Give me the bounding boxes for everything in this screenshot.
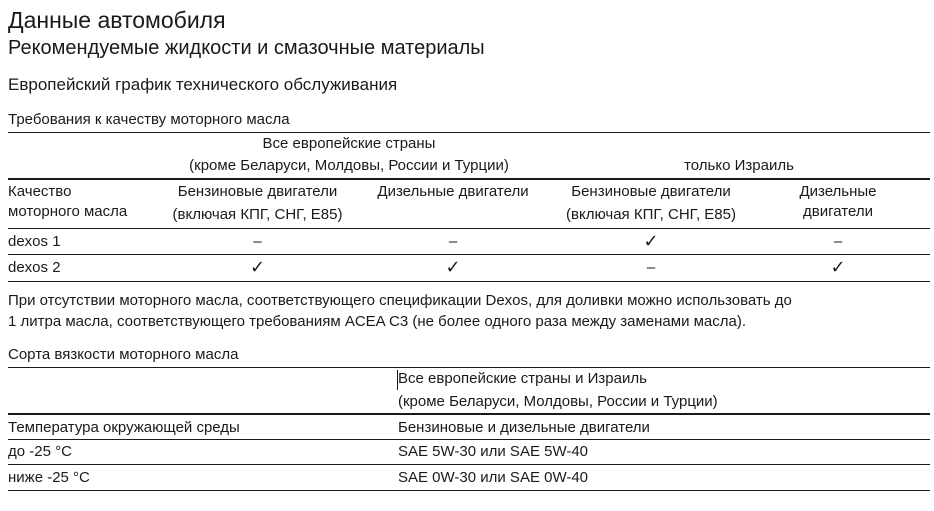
viscosity-row-grade: SAE 0W-30 или SAE 0W-40 bbox=[398, 469, 589, 486]
divider bbox=[8, 254, 930, 255]
group-europe-line2: (кроме Беларуси, Молдовы, России и Турции) bbox=[189, 157, 509, 174]
viscosity-caption: Сорта вязкости моторного масла bbox=[8, 346, 239, 363]
col-petrol-line1: Бензиновые двигатели bbox=[177, 183, 338, 200]
cell-dexos1-eu-diesel: – bbox=[448, 233, 458, 250]
col-quality-line1: Качество bbox=[8, 183, 72, 200]
group-israel: только Израиль bbox=[684, 157, 794, 174]
col-il-diesel-line1: Дизельные bbox=[799, 183, 877, 200]
divider bbox=[8, 367, 930, 368]
check-icon: ✓ bbox=[445, 257, 461, 277]
divider bbox=[8, 132, 930, 133]
oil-quality-caption: Требования к качеству моторного масла bbox=[8, 111, 290, 128]
col-il-petrol-line2: (включая КПГ, СНГ, E85) bbox=[566, 206, 736, 223]
row-label-dexos2: dexos 2 bbox=[8, 259, 61, 276]
col-temperature: Температура окружающей среды bbox=[8, 419, 240, 436]
divider bbox=[8, 178, 930, 180]
check-icon: ✓ bbox=[249, 257, 266, 277]
viscosity-row-temp: ниже -25 °C bbox=[8, 469, 90, 486]
col-diesel: Дизельные двигатели bbox=[377, 183, 529, 200]
page-title: Данные автомобиля bbox=[8, 7, 226, 33]
cell-dexos1-eu-petrol: – bbox=[253, 233, 262, 250]
divider bbox=[8, 490, 930, 491]
divider bbox=[8, 228, 930, 229]
divider bbox=[8, 464, 930, 465]
viscosity-row-grade: SAE 5W-30 или SAE 5W-40 bbox=[398, 443, 589, 460]
section-title: Европейский график технического обслуживания bbox=[8, 75, 398, 94]
col-petrol-line2: (включая КПГ, СНГ, E85) bbox=[172, 206, 343, 223]
check-icon: ✓ bbox=[830, 257, 846, 277]
group-europe-line1: Все европейские страны bbox=[262, 135, 436, 152]
cell-dexos2-il-petrol: – bbox=[646, 259, 656, 276]
divider bbox=[8, 413, 930, 415]
row-label-dexos1: dexos 1 bbox=[8, 233, 61, 250]
check-icon: ✓ bbox=[643, 231, 659, 251]
note-line1: При отсутствии моторного масла, соответствующего спецификации Dexos, для доливки можно использовать до bbox=[8, 292, 792, 309]
divider bbox=[8, 439, 930, 440]
col-engines: Бензиновые и дизельные двигатели bbox=[398, 419, 650, 436]
note-line2: 1 литра масла, соответствующего требованиям ACEA C3 (не более одного раза между заменами масла). bbox=[8, 313, 747, 330]
page-subtitle: Рекомендуемые жидкости и смазочные материалы bbox=[8, 37, 485, 59]
col-il-petrol-line1: Бензиновые двигатели bbox=[571, 183, 731, 200]
viscosity-group-line2: (кроме Беларуси, Молдовы, России и Турции) bbox=[398, 393, 718, 410]
cell-dexos1-il-diesel: – bbox=[833, 233, 843, 250]
viscosity-row-temp: до -25 °C bbox=[8, 443, 72, 460]
col-quality-line2: моторного масла bbox=[8, 203, 128, 220]
divider bbox=[8, 281, 930, 282]
col-il-diesel-line2: двигатели bbox=[803, 203, 873, 220]
viscosity-group-line1: Все европейские страны и Израиль bbox=[398, 370, 647, 387]
